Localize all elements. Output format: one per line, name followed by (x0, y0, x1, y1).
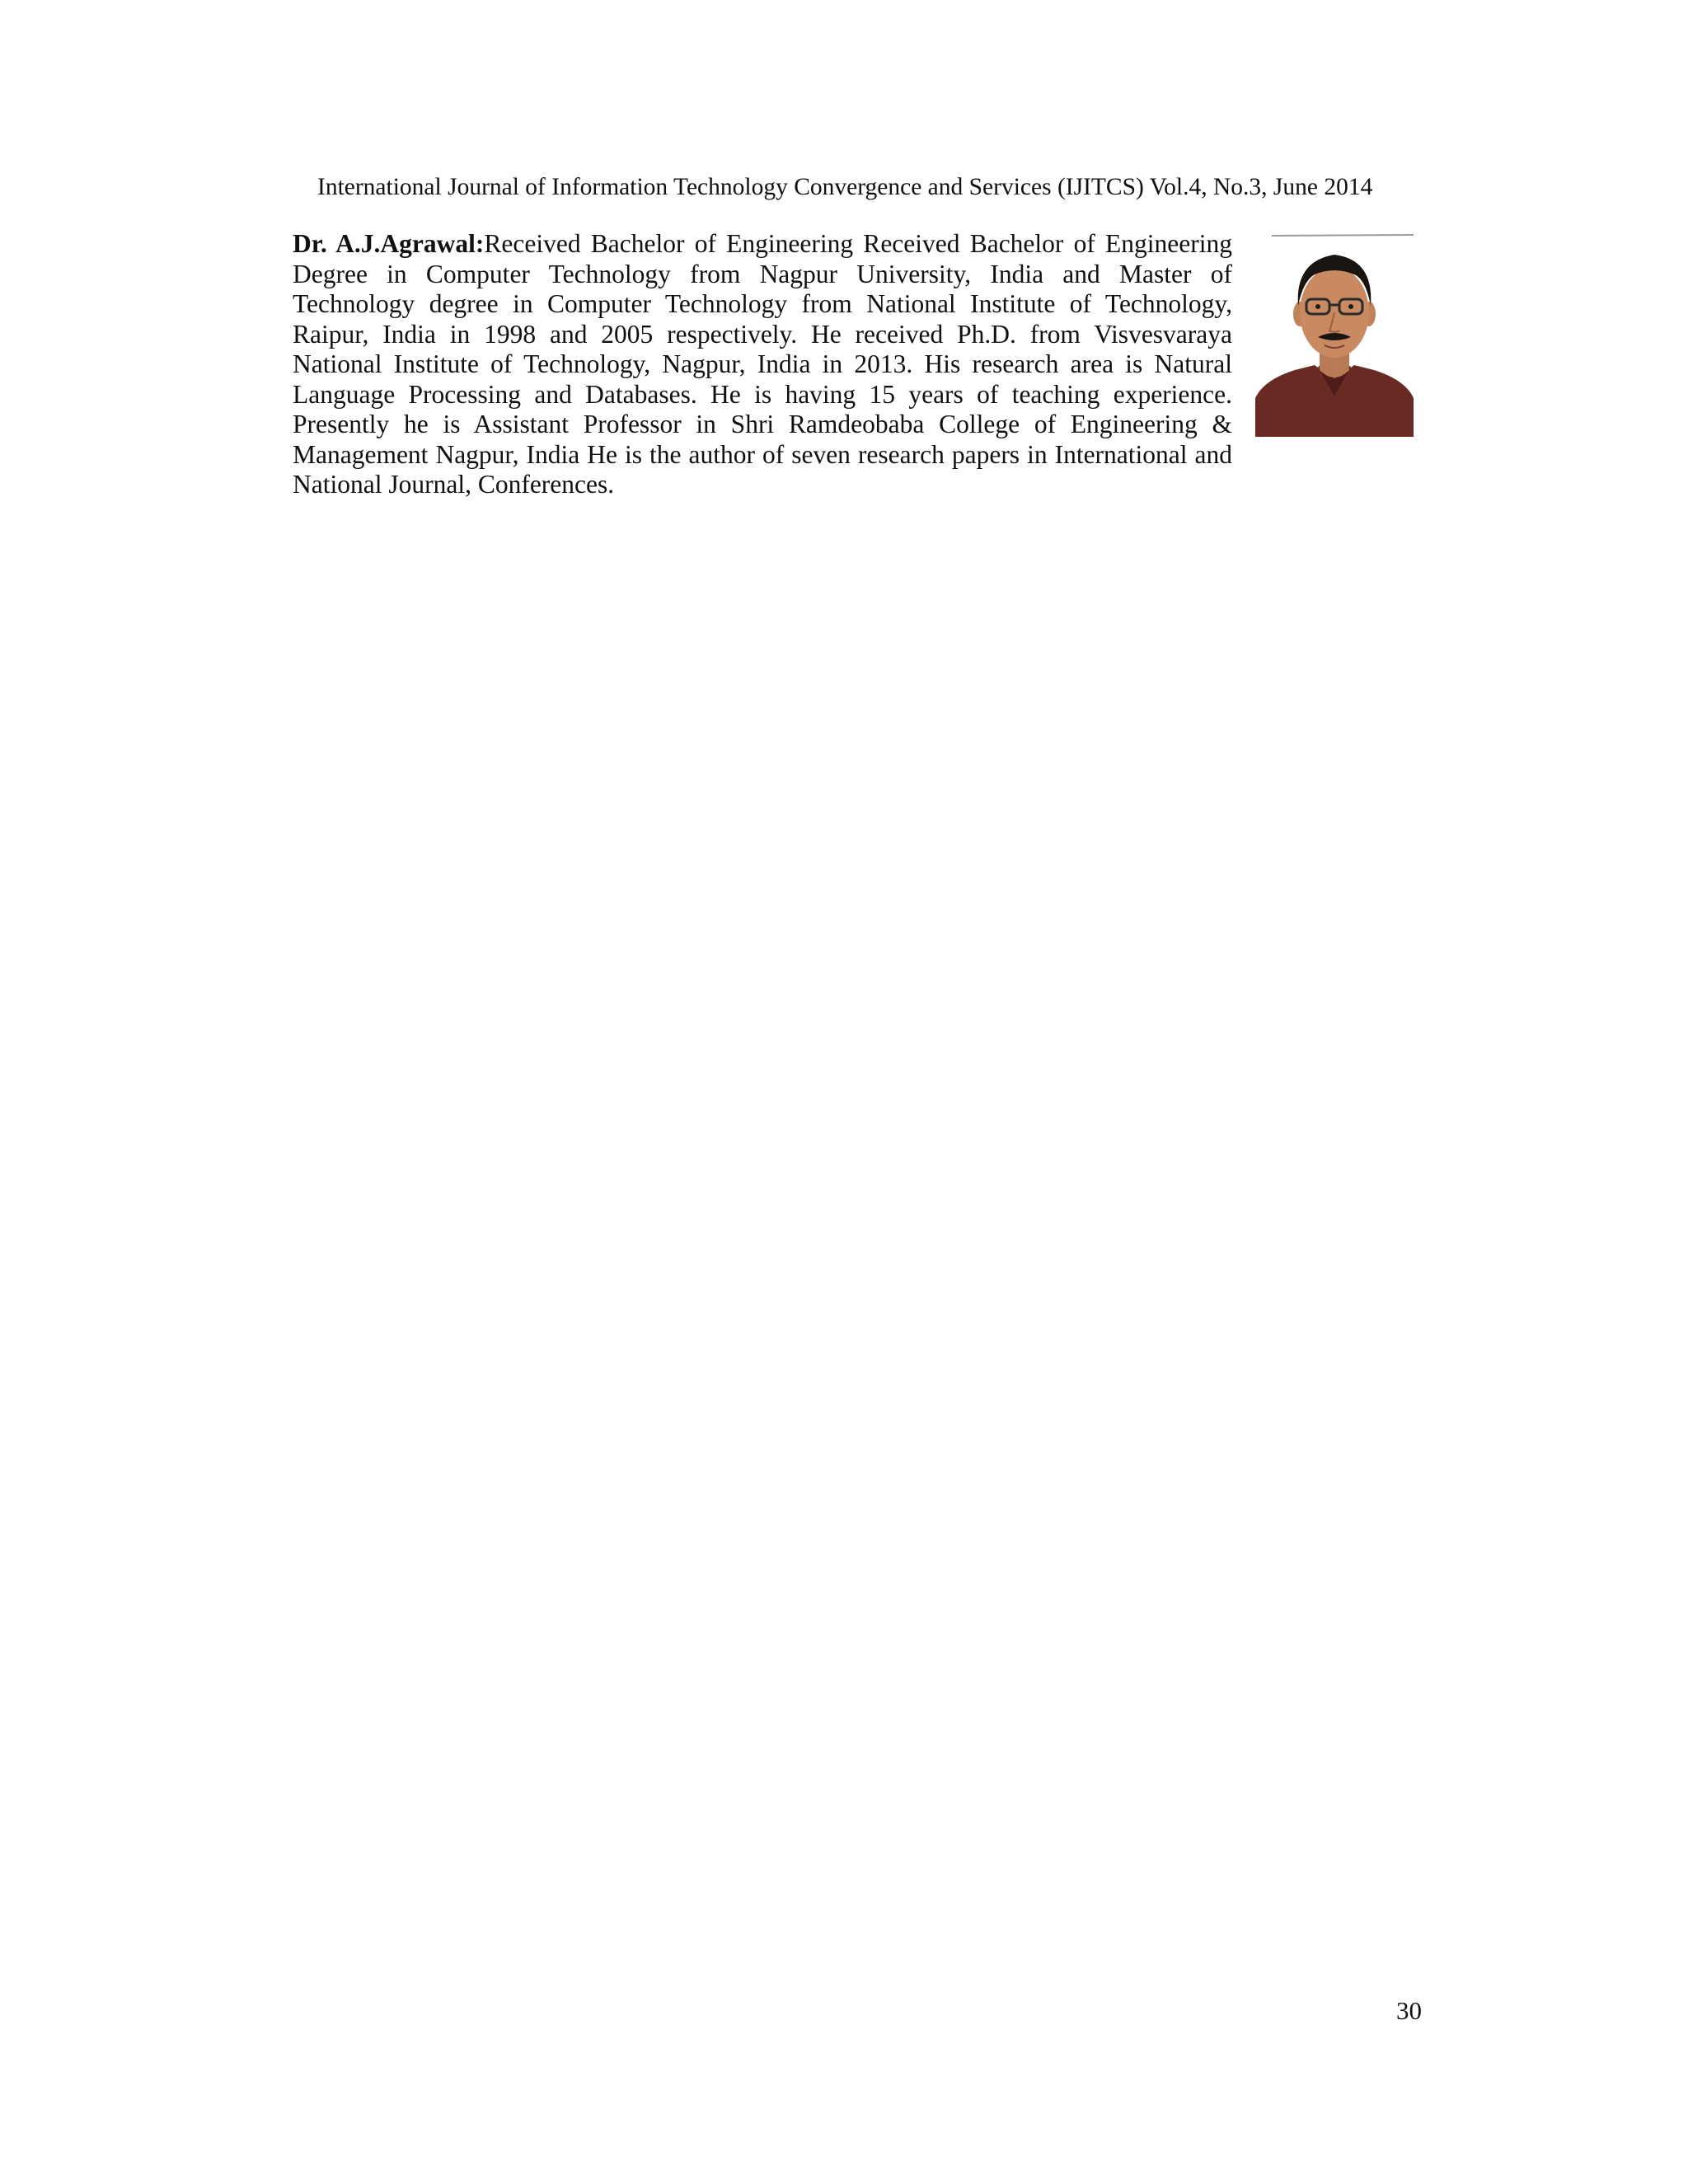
running-header: International Journal of Information Technology Convergence and Services (IJITCS) Vol.4, No.3, June 2014 (317, 174, 1373, 200)
author-bio (293, 229, 1232, 500)
author-portrait-icon (1255, 233, 1414, 437)
author-photo (1255, 233, 1414, 437)
page-number: 30 (1396, 1996, 1422, 2025)
author-name: Dr. A.J.Agrawal: (293, 229, 485, 258)
author-bio-text: Received Bachelor of Engineering Received Bachelor of Engineering Degree in Computer Technology from Nagpur University, India and Master of Technology degree in Computer Technology from National Institute of Technology, Raipur, India in 1998 and 2005 respectively. He received Ph.D. from Visvesvaraya National Institute of Technology, Nagpur, India in 2013. His research area is Natural Language Processing and Databases. He is having 15 years of teaching experience. Presently he is Assistant Professor in Shri Ramdeobaba College of Engineering & Management Nagpur, India He is the author of seven research papers in International and National Journal, Conferences. (293, 229, 1232, 499)
